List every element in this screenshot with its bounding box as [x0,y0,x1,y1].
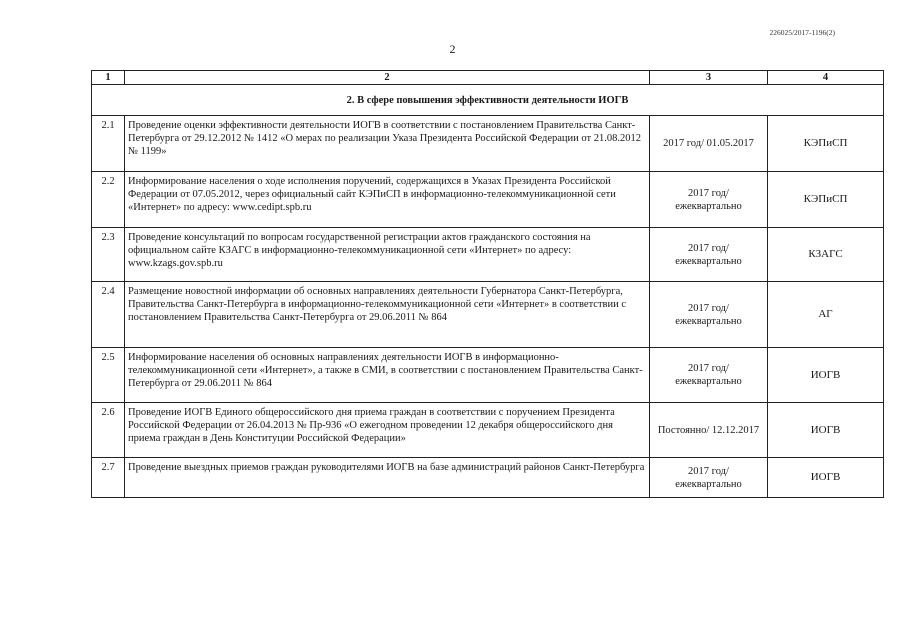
row-number: 2.3 [92,228,125,282]
row-term: 2017 год/ ежеквартально [650,458,768,498]
row-number: 2.1 [92,116,125,172]
plan-table [91,70,884,498]
row-description: Информирование населения о ходе исполнения поручений, содержащихся в Указах Президента Российской Федерации от 07.05.2012, через официальный сайт КЭПиСП в информационно-телекоммуникационной сети «Интернет» по адресу: www.cedipt.spb.ru [125,172,650,228]
row-term: 2017 год/ ежеквартально [650,172,768,228]
column-header: 3 [650,71,768,85]
row-number: 2.4 [92,282,125,348]
row-description: Проведение выездных приемов граждан руководителями ИОГВ на базе администраций районов Санкт-Петербурга [125,458,650,498]
row-number: 2.5 [92,348,125,403]
table-row [92,172,884,228]
column-number-row [92,71,884,85]
row-executor: КЭПиСП [768,116,884,172]
row-executor: КЭПиСП [768,172,884,228]
row-term: 2017 год/ ежеквартально [650,282,768,348]
table-row [92,348,884,403]
row-description: Проведение ИОГВ Единого общероссийского дня приема граждан в соответствии с поручением Президента Российской Федерации от 26.04.2013 № Пр-936 «О ежегодном проведении 12 декабря общероссийского дня приема граждан в День Конституции Российской Федерации» [125,403,650,458]
row-description: Размещение новостной информации об основных направлениях деятельности Губернатора Санкт-Петербурга, Правительства Санкт-Петербурга в информационно-телекоммуникационной сети «Интернет» в соответствии с постановлением Правительства Санкт-Петербурга от 29.06.2011 № 864 [125,282,650,348]
row-executor: КЗАГС [768,228,884,282]
row-term: 2017 год/ ежеквартально [650,348,768,403]
row-number: 2.7 [92,458,125,498]
section-header-row [92,85,884,116]
row-description: Проведение оценки эффективности деятельности ИОГВ в соответствии с постановлением Правительства Санкт-Петербурга от 29.12.2012 № 1412 «О мерах по реализации Указа Президента Российской Федерации от 21.08.2012 № 1199» [125,116,650,172]
table-row [92,282,884,348]
row-executor: ИОГВ [768,458,884,498]
row-executor: ИОГВ [768,348,884,403]
page-number: 2 [449,42,456,56]
row-description: Проведение консультаций по вопросам государственной регистрации актов гражданского состояния на официальном сайте КЗАГС в информационно-телекоммуникационной сети «Интернет» по адресу: www.kzags.gov.spb.ru [125,228,650,282]
row-term: Постоянно/ 12.12.2017 [650,403,768,458]
document-code: 226025/2017-1196(2) [769,28,835,37]
row-executor: ИОГВ [768,403,884,458]
row-term: 2017 год/ ежеквартально [650,228,768,282]
row-term: 2017 год/ 01.05.2017 [650,116,768,172]
column-header: 2 [125,71,650,85]
row-number: 2.2 [92,172,125,228]
row-description: Информирование населения об основных направлениях деятельности ИОГВ в информационно-телекоммуникационной сети «Интернет», а также в СМИ, в соответствии с постановлением Правительства Санкт-Петербурга от 29.06.2011 № 864 [125,348,650,403]
row-executor: АГ [768,282,884,348]
section-title: 2. В сфере повышения эффективности деятельности ИОГВ [92,85,884,116]
row-number: 2.6 [92,403,125,458]
table-row [92,116,884,172]
table-row [92,458,884,498]
column-header: 4 [768,71,884,85]
column-header: 1 [92,71,125,85]
table-row [92,403,884,458]
table-row [92,228,884,282]
